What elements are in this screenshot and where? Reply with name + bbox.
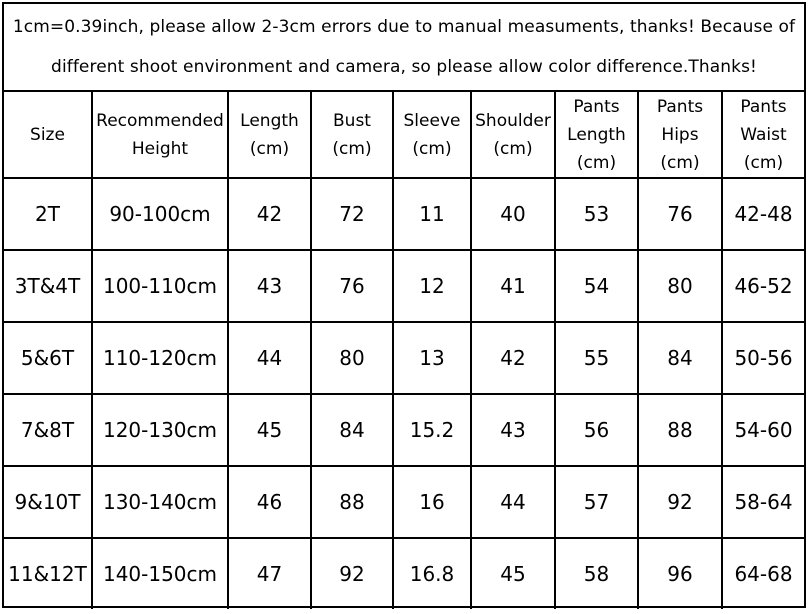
table-cell: 13: [393, 322, 471, 394]
column-header: [471, 92, 555, 178]
header-row: [4, 92, 804, 178]
column-header: [92, 92, 228, 178]
table-cell: 44: [471, 466, 555, 538]
column-header: [393, 92, 471, 178]
table-cell: 12: [393, 250, 471, 322]
table-row: [4, 178, 804, 250]
column-header-text: Shoulder: [475, 110, 551, 131]
table-cell: 57: [555, 466, 638, 538]
column-header-text: Pants: [740, 96, 787, 117]
table-cell: 120-130cm: [92, 394, 228, 466]
size-cell: 7&8T: [4, 394, 92, 466]
column-header: [311, 92, 393, 178]
column-header-text: Waist: [740, 124, 787, 145]
column-header: [228, 92, 311, 178]
table-row: [4, 466, 804, 538]
size-cell: 9&10T: [4, 466, 92, 538]
table-cell: 41: [471, 250, 555, 322]
table-cell: 44: [228, 322, 311, 394]
column-header-text: Pants: [656, 96, 704, 117]
column-header-text: Pants: [573, 96, 620, 117]
table-cell: 46-52: [722, 250, 804, 322]
column-header-text: Length: [567, 124, 626, 145]
column-header: [638, 92, 722, 178]
table-cell: 76: [311, 250, 393, 322]
column-header-text: (cm): [493, 138, 533, 159]
table-cell: 55: [555, 322, 638, 394]
table-cell: 140-150cm: [92, 538, 228, 609]
table-cell: 72: [311, 178, 393, 250]
column-header-text: Sleeve: [403, 110, 461, 131]
column-header-text: Height: [131, 138, 189, 159]
column-header: [4, 92, 92, 178]
table-cell: 54: [555, 250, 638, 322]
table-cell: 90-100cm: [92, 178, 228, 250]
column-header: [555, 92, 638, 178]
table-cell: 40: [471, 178, 555, 250]
note-line-1: 1cm=0.39inch, please allow 2-3cm errors due to manual measuments, thanks! Because of: [12, 17, 796, 37]
size-chart: [2, 2, 806, 608]
table-cell: 45: [228, 394, 311, 466]
table-cell: 11: [393, 178, 471, 250]
column-header-text: Hips: [661, 124, 699, 145]
table-cell: 43: [228, 250, 311, 322]
column-header-text: (cm): [249, 138, 290, 159]
table-cell: 110-120cm: [92, 322, 228, 394]
column-header-text: (cm): [660, 152, 700, 173]
table-cell: 56: [555, 394, 638, 466]
table-cell: 84: [311, 394, 393, 466]
table-cell: 42: [471, 322, 555, 394]
table-cell: 64-68: [722, 538, 804, 609]
column-header-text: (cm): [332, 138, 372, 159]
table-cell: 58: [555, 538, 638, 609]
table-cell: 88: [638, 394, 722, 466]
column-header-text: (cm): [743, 152, 784, 173]
column-header-text: Size: [30, 124, 65, 145]
table-cell: 47: [228, 538, 311, 609]
column-header-text: (cm): [576, 152, 617, 173]
measurement-note: [4, 4, 804, 92]
table-cell: 50-56: [722, 322, 804, 394]
table-cell: 16: [393, 466, 471, 538]
table-cell: 54-60: [722, 394, 804, 466]
table-cell: 76: [638, 178, 722, 250]
column-header: [722, 92, 804, 178]
table-cell: 96: [638, 538, 722, 609]
table-cell: 92: [311, 538, 393, 609]
table-row: [4, 538, 804, 609]
table-cell: 53: [555, 178, 638, 250]
table-cell: 80: [638, 250, 722, 322]
table-cell: 15.2: [393, 394, 471, 466]
size-cell: 2T: [4, 178, 92, 250]
table-cell: 43: [471, 394, 555, 466]
table-cell: 16.8: [393, 538, 471, 609]
table-cell: 88: [311, 466, 393, 538]
column-header-text: Recommended: [96, 110, 224, 131]
table-cell: 42: [228, 178, 311, 250]
table-cell: 58-64: [722, 466, 804, 538]
column-header-text: Bust: [333, 110, 371, 131]
column-header-text: (cm): [412, 138, 452, 159]
size-cell: 5&6T: [4, 322, 92, 394]
table-cell: 42-48: [722, 178, 804, 250]
table-cell: 100-110cm: [92, 250, 228, 322]
table-cell: 130-140cm: [92, 466, 228, 538]
table-cell: 84: [638, 322, 722, 394]
column-header-text: Length: [240, 110, 299, 131]
table-row: [4, 394, 804, 466]
size-cell: 3T&4T: [4, 250, 92, 322]
table-cell: 45: [471, 538, 555, 609]
size-cell: 11&12T: [4, 538, 92, 609]
table-cell: 92: [638, 466, 722, 538]
table-cell: 46: [228, 466, 311, 538]
size-table: [4, 92, 804, 609]
table-row: [4, 322, 804, 394]
note-line-2: different shoot environment and camera, so please allow color difference.Thanks!: [51, 57, 757, 77]
table-row: [4, 250, 804, 322]
table-body: [4, 178, 804, 609]
table-cell: 80: [311, 322, 393, 394]
